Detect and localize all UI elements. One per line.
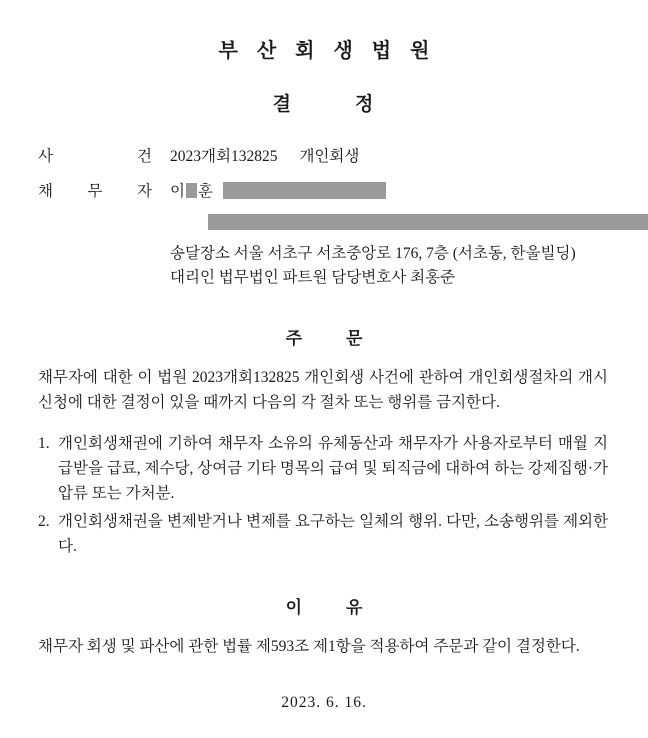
case-label-char-2: 건 [137,148,152,165]
list-item-number: 1. [38,435,50,453]
case-value [170,144,610,166]
order-heading-left: 주 [285,329,302,349]
debtor-label [38,179,170,201]
decision-date: 2023. 6. 16. [281,694,367,711]
reason-heading-left: 이 [285,597,302,617]
list-item [38,509,608,559]
order-section-heading [0,324,648,349]
case-info-block [0,144,648,230]
list-item-number: 2. [38,512,50,530]
case-label-char-1: 사 [38,148,53,165]
debtor-label-char-2: 무 [87,183,103,200]
document-type-right: 정 [355,94,376,115]
debtor-name-prefix: 이 [170,183,185,200]
redaction-bar-address [208,214,648,230]
redaction-bar-name [186,183,197,198]
document-type-left: 결 [272,94,293,115]
service-address-block [0,242,648,290]
debtor-label-char-1: 채 [38,183,53,200]
service-address-line: 송달장소 서울 서초구 서초중앙로 176, 7층 (서초동, 한울빌딩) [170,245,576,262]
order-items-list [0,431,648,559]
list-item-text: 개인회생채권에 기하여 채무자 소유의 유체동산과 채무자가 사용자로부터 매월 지급받을 급료, 제수당, 상여금 기타 명목의 급여 및 퇴직금에 대하여 하는 강제집행·가압류 또는 가처분. [58,435,608,503]
court-title: 부 산 회 생 법 원 [218,40,437,62]
document-type-heading [0,89,648,116]
case-row [38,144,610,166]
debtor-value [170,179,610,201]
agent-line: 대리인 법무법인 파트원 담당변호사 최홍준 [170,269,456,287]
document-page [0,34,648,738]
case-number: 2023개회132825 [170,148,278,165]
order-body-text: 채무자에 대한 이 법원 2023개회132825 개인회생 사건에 관하여 개인회생절차의 개시 신청에 대한 결정이 있을 때까지 다음의 각 절차 또는 행위를 금지한다. [38,369,608,412]
reason-section-heading [0,593,648,618]
case-type: 개인회생 [299,148,360,165]
order-heading-right: 문 [346,329,363,349]
debtor-label-char-3: 자 [137,183,152,200]
list-item [38,431,608,506]
debtor-row [38,179,610,201]
reason-heading-right: 유 [346,597,363,617]
debtor-name-suffix: 훈 [197,183,213,200]
reason-body-text: 채무자 회생 및 파산에 관한 법률 제593조 제1항을 적용하여 주문과 같이 결정한다. [38,637,580,655]
redaction-bar-debtor-detail [223,182,386,199]
case-label [38,144,170,166]
list-item-text: 개인회생채권을 변제받거나 변제를 요구하는 일체의 행위. 다만, 소송행위를 제외한다. [58,512,608,555]
